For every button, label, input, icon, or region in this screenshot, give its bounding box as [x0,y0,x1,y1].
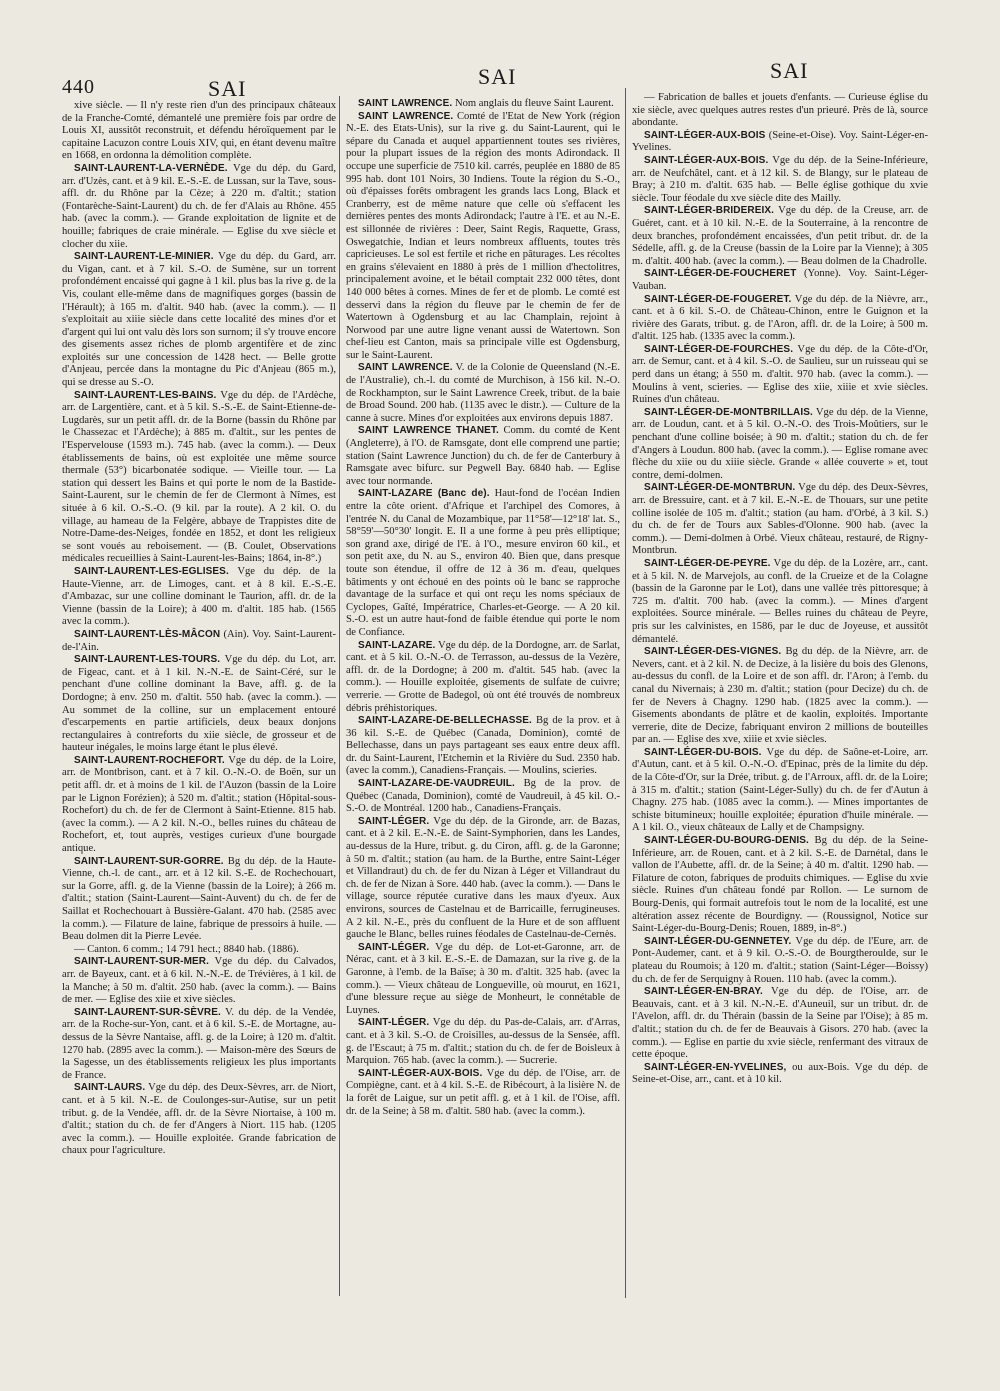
dictionary-entry [346,942,620,1018]
page-number: 440 [62,76,95,98]
entry-text: Vge du dép. des Deux-Sèvres, arr. de Bressuire, cant. et à 7 kil. E.-N.-E. de Thouars, sur une petite colline isolée de 105 m. d'altit.; station (au ham. d'Orbé, à 3 kil. S.) du ch. de fer de Tours aux Sables-d'Olonne. 900 hab. (avec la comm.). — Demi-dolmen à Orbé. Vieux château, restauré, de Rigny-Montbrun. [632,482,928,557]
entry-headword: SAINT-LÉGER. [358,941,430,953]
running-head-right: SAI [770,58,809,83]
dictionary-entry [632,747,928,835]
entry-text: Haut-fond de l'océan Indien entre la côte orient. d'Afrique et l'archipel des Comores, à l'entrée N. du Canal de Mozambique, par 11°58'—12°18' lat. S., 58°59'—50°30' longit. E. Il a une forme à peu près elliptique; son grand axe, dirigé de l'E. à l'O., mesure environ 60 kil., et son petit axe, du N. au S., environ 40. Bien que, dans presque toute son étendue, il offre de 12 à 36 m. d'eau, quelques bâtiments y ont échoué en des points où le banc se rapproche davantage de la surface et qui ont reçu les noms spéciaux de Cyclopes, Gaîté, Impératrice, Charles-et-George. — A 20 kil. S.-O. est un autre haut-fond de faible étendue qui porte le nom de Confiance. [346,488,620,638]
entry-text: Vge du dép. de la Creuse, arr. de Guéret, cant. et à 10 kil. N.-E. de la Souterraine, à la rencontre de deux branches, profondément encaissées, d'un petit tribut. dr. de la Sédelle, affl. g. de la Creuse (bassin de la Loire par la Vienne); à 305 m. d'altit. 400 hab. (avec la comm.). — Beau dolmen de la Chadrolle. [632,205,928,267]
entry-headword: SAINT-LÉGER-DES-VIGNES. [644,646,782,658]
dictionary-entry [62,1082,336,1158]
entry-headword: SAINT-LÉGER-AUX-BOIS. [358,1067,483,1079]
dictionary-entry [632,344,928,407]
entry-headword: SAINT-LAZARE. [358,639,436,651]
dictionary-entry [632,936,928,986]
dictionary-entry [632,558,928,646]
entry-text: Vge du dép. du Gard, arr. d'Uzès, cant. et à 9 kil. E.-S.-E. de Lussan, sur la Tave, sous-affl. dr. du Rhône par la Cèze; à 220 m. d'altit.; station (Fontarèche-Saint-Laurent) du ch. de fer d'Alais au Rhône. 455 hab. (avec la comm.). — Grande exploitation de lignite et de houille; fabriques de craie minérale. — Eglise du xve siècle et clocher du xiie. [62,162,336,250]
entry-text: Vge du dép. de la Dordogne, arr. de Sarlat, cant. et à 5 kil. O.-N.-O. de Terrasson, au-dessus de la Vezère, affl. dr. de la Dordogne; à 200 m. d'altit. 545 hab. (avec la comm.). — Houille exploitée, gisements de sulfate de cuivre; verrerie. — Grotte de Badegol, où ont été trouvés de nombreux débris préhistoriques. [346,639,620,714]
dictionary-entry [632,835,928,936]
entry-headword: SAINT-LÉGER-DE-MONTBRUN. [644,482,796,494]
entry-text: (Ain). Voy. Saint-Laurent-de-l'Ain. [62,628,336,653]
dictionary-entry [632,482,928,558]
dictionary-entry [346,362,620,425]
dictionary-entry [62,629,336,654]
entry-headword: SAINT LAWRENCE THANET. [358,425,499,437]
entry-text: Vge du dép. de la Nièvre, arr., cant. et à 6 kil. S.-O. de Château-Chinon, entre le Guignon et la rivière des Garats, tribut. g. de l'Aron, affl. dr. de la Loire; à 500 m. d'altit. 125 hab. (1335 avec la comm.). [632,293,928,343]
entry-headword: SAINT-LAURENT-SUR-MER. [74,956,209,968]
entry-headword: SAINT-LAURENT-SUR-SÈVRE. [74,1006,221,1018]
dictionary-entry [346,98,620,111]
dictionary-entry [346,816,620,942]
entry-headword: SAINT-LAZARE-DE-BELLECHASSE. [358,715,532,727]
entry-headword: SAINT-LÉGER-DE-FOUGERET. [644,293,792,305]
entry-text: Bg de la prov. et à 36 kil. S.-E. de Québec (Canada, Dominion), comté de Bellechasse, dans un pays partageant ses eaux entre deux affl. dr. du Saint-Laurent, l'Etchemin et la Rivière du Sud. 2350 hab. (avec la comm.), Canadiens-Français. — Moulins, scieries. [346,715,620,777]
dictionary-entry [632,407,928,483]
entry-text: (Yonne). Voy. Saint-Léger-Vauban. [632,268,928,292]
dictionary-entry [62,755,336,856]
dictionary-entry [62,944,336,957]
entry-text: Vge du dép. de la Loire, arr. de Montbrison, cant. et à 7 kil. O.-N.-O. de Boën, sur un petit affl. dr. et à moins de 1 kil. de l'Auzon (bassin de la Loire par le Lignon Forézien); à 520 m. d'altit.; station (Hôpital-sous-Rochefort) du ch. de fer de Clermont à Saint-Etienne. 815 hab. (avec la comm.). — A 2 kil. N.-O., belles ruines du château de Rochefort, et, tout auprès, vestiges curieux d'une bourgade antique. [62,754,336,855]
entry-text: Vge du dép. de l'Eure, arr. de Pont-Audemer, cant. et à 9 kil. O.-S.-O. de Bourgtheroulde, sur le plateau du Roumois; à 120 m. d'altit.; station (Saint-Léger—Boissy) du ch. de fer de Serquigny à Rouen. 110 hab. (avec la comm.). [632,935,928,985]
entry-headword: SAINT-LÉGER-DE-FOURCHES. [644,343,794,355]
entry-text: Vge du dép. du Calvados, arr. de Bayeux, cant. et à 6 kil. N.-N.-E. de Trévières, à 1 kil. de la Manche; à 50 m. d'altit. 250 hab. (avec la comm.). — Bains de mer. — Eglise des xiie et xive siècles. [62,956,336,1006]
dictionary-entry [346,715,620,778]
entry-text: Vge du dép. de la Seine-Inférieure, arr. de Neufchâtel, cant. et à 12 kil. S. de Blangy, sur le plateau de Bray; à 210 m. d'altit. 635 hab. — Belle église gothique du xvie siècle. Tour féodale du xve siècle dite des Mailly. [632,154,928,204]
dictionary-entry [62,856,336,944]
entry-text: Vge du dép. de l'Oise, arr. de Compiègne, cant. et à 4 kil. S.-E. de Ribécourt, à la lisière N. de la forêt de Laigue, sur un petit affl. g. et à 1 kil. de l'Oise, affl. dr. de la Seine; à 58 m. d'altit. 580 hab. (avec la comm.). [346,1067,620,1117]
entry-headword: SAINT-LÉGER-DE-MONTBRILLAIS. [644,406,813,418]
dictionary-entry [346,1068,620,1118]
entry-text: Comm. du comté de Kent (Angleterre), à l'O. de Ramsgate, dont elle comprend une partie; station (Saint Lawrence Junction) du ch. de fer de Canterbury à Ramsgate avec bifurc. sur Pegwell Bay. 6840 hab. — Eglise avec tour normande. [346,425,621,487]
dictionary-entry [346,778,620,816]
entry-headword: SAINT-LAURENT-LES-BAINS. [74,389,217,401]
column-divider [339,96,340,1296]
dictionary-entry [62,100,336,163]
entry-text: Bg du dép. de la Haute-Vienne, ch.-l. de cant., arr. et à 12 kil. S.-E. de Rochechouart, sur la Gorre, affl. g. de la Vienne (bassin de la Loire); à 266 m. d'altit.; station (Saint-Laurent—Saint-Auvent) du ch. de fer de Saillat et Rochechouart à Bussière-Galant. 470 hab. (2585 avec la comm.). — Filature de laine, fabrique de pressoirs à huile. — Beau dolmen dit la Pierre Levée. [62,855,336,943]
entry-text: Vge du dép. de Lot-et-Garonne, arr. de Nérac, cant. et à 3 kil. E.-S.-E. de Damazan, sur la rive g. de la Garonne, à l'emb. de la Baïse; à 30 m. d'altit. 325 hab. (avec la comm.). — Vieux château de Longueville, où mourut, en 1621, d'une blessure reçue au siège de Monheurt, le connétable de Luynes. [346,941,620,1016]
column-2 [346,98,620,1118]
entry-headword: SAINT-LAZARE (Banc de). [358,488,490,500]
entry-text: Vge du dép. de la Haute-Vienne, arr. de Limoges, cant. et à 8 kil. E.-S.-E. d'Ambazac, sur une colline dominant le Taurion, affl. dr. de la Vienne (bassin de la Loire); à 400 m. d'altit. 185 hab. (1565 avec la comm.). [62,565,336,628]
entry-text: Vge du dép. de l'Ardèche, arr. de Largentière, cant. et à 5 kil. S.-S.-E. de Saint-Etienne-de-Lugdarès, sur un petit affl. dr. de la Borne (bassin du Rhône par le Chassezac et l'Ardèche); à 885 m. d'altit., sur les pentes de l'Espervelouse (1593 m.). 745 hab. (avec la comm.). — Deux établissements de bains, où est exploitée une même source thermale (53°) bicarbonatée sodique. — Vieille tour. — La station qui dessert les Bains et qui porte le nom de la Bastide-Saint-Laurent, sur le chemin de fer de Clermont à Nîmes, est située à 6 kil. O.-S.-O. (9 kil. par la route). A 2 kil. O. du village, au hameau de la Felgère, abbaye de Trappistes dite de Notre-Dame-des-Neiges, fondée en 1852, et dont les religieux se sont voués au reboisement. — (B. Coulet, Observations médicales recueillies à Saint-Laurent-les-Bains; 1864, in-8°.) [62,389,336,565]
dictionary-entry [632,646,928,747]
dictionary-entry [346,1017,620,1067]
entry-headword: SAINT-LAZARE-DE-VAUDREUIL. [358,778,515,790]
entry-text: Vge du dép. de Saône-et-Loire, arr. d'Autun, cant. et à 5 kil. O.-N.-O. d'Epinac, près de la limite du dép. de la Côte-d'Or, sur la Drée, tribut. g. de l'Arroux, affl. dr. de la Loire; à 315 m. d'altit.; station (Saint-Léger-Sully) du ch. de fer d'Autun à Chagny. 275 hab. (1085 avec la comm.). — Mines importantes de schiste bitumineux; houille exploitée; épuration d'huile minérale. — A 1 kil. O., vieux châteaux de Lally et de Champsigny. [632,746,928,834]
dictionary-entry [632,130,928,155]
entry-text: — Canton. 6 comm.; 14 791 hect.; 8840 hab. (1886). [74,943,299,955]
dictionary-entry [632,155,928,205]
dictionary-entry [346,111,620,363]
running-head-center: SAI [478,64,517,89]
entry-headword: SAINT-LÉGER-EN-YVELINES, [644,1061,787,1073]
entry-text: Vge du dép. des Deux-Sèvres, arr. de Niort, cant. et à 5 kil. N.-E. de Coulonges-sur-Autise, sur un petit tribut. g. de la Vendée, affl. dr. de la Sèvre Niortaise, à 100 m. d'altit.; station du ch. de fer d'Angers à Niort. 115 hab. (1205 avec la comm.). — Houille exploitée. Grande fabrication de chaux pour l'agriculture. [62,1082,336,1157]
entry-headword: SAINT-LÉGER-AUX-BOIS. [644,154,769,166]
column-divider [625,88,626,1298]
entry-text: Comté de l'Etat de New York (région N.-E. des Etats-Unis), sur la rive g. du Saint-Laurent, qui le sépare du Canada et auquel appartiennent toutes ses rivières, pour la plupart issues de la région des monts Adirondack. Il occupe une superficie de 7510 kil. carrés, peuplée en 1880 de 85 995 hab. dont 101 Noirs, 30 Indiens. Toute la région du S.-O., où d'épaisses forêts ombragent les grands lacs Long, Black et Cranberry, est de même nature que celle où s'effacent les dernières pentes des monts Adirondack; l'autre à l'E. et au N.-E. est sillonnée de rivières : Deer, Saint Regis, Raquette, Grass, Oswegatchie, Indian et leurs nombreux affluents, toutes très capricieuses. Le sol est fertile et riche en pâturages. Les récoltes en grains s'élevaient en 1880 à près de 1 million d'hectolitres, principalement avoine, et le bétail comptait 232 000 têtes, dont 140 000 bêtes à cornes. Mines de fer et de plomb. Le comté est desservi dans la région du fleuve par le chemin de fer de Watertown à Ogdensburg et au lac Champlain, rejoint à Norwood par une autre ligne venant aussi de Watertown. Son chef-lieu est Canton, mais sa principale ville est Ogdensburg, sur le Saint-Laurent. [346,110,620,361]
dictionary-entry [62,654,336,755]
entry-text: Vge du dép. du Pas-de-Calais, arr. d'Arras, cant. et à 3 kil. S.-O. de Croisilles, au-dessus de la Sensée, affl. g. de l'Escaut; à 75 m. d'altit.; station du ch. de fer de Boisleux à Marquion. 765 hab. (avec la comm.). — Sucrerie. [346,1017,620,1067]
entry-headword: SAINT-LAURENT-SUR-GORRE. [74,855,224,867]
dictionary-entry [62,956,336,1006]
entry-headword: SAINT-LÉGER-DE-PEYRE. [644,557,771,569]
entry-headword: SAINT LAWRENCE. [358,98,453,109]
dictionary-entry [632,1062,928,1087]
entry-text: Vge du dép. de la Lozère, arr., cant. et à 5 kil. N. de Marvejols, au confl. de la Crueize et de la Colagne (bassin de la Garonne par le Lot), dans une vallée très pittoresque; à 725 m. d'altit. 700 hab. (avec la comm.). — Mines d'argent exploitées. Source minérale. — Belles ruines du château de Peyre, pris sur les calvinistes, en 1586, par le duc de Joyeuse, et aussitôt démantelé. [632,557,928,645]
entry-text: Bg de la prov. de Québec (Canada, Dominion), comté de Vaudreuil, à 45 kil. O.-S.-O. de Montréal. 1200 hab., Canadiens-Français. [346,778,620,815]
entry-text: Nom anglais du fleuve Saint Laurent. [454,98,614,109]
entry-headword: SAINT-LÉGER-EN-BRAY. [644,986,763,998]
column-1 [62,100,336,1158]
entry-headword: SAINT-LAURENT-ROCHEFORT. [74,754,225,766]
dictionary-entry [62,1007,336,1083]
dictionary-entry [632,294,928,344]
entry-headword: SAINT-LAURENT-LE-MINIER. [74,251,214,263]
entry-headword: SAINT LAWRENCE. [358,362,453,374]
entry-headword: SAINT-LAURENT-LA-VERNÈDE. [74,162,228,174]
entry-headword: SAINT-LAURENT-LES-TOURS. [74,654,221,666]
dictionary-entry [632,986,928,1062]
entry-headword: SAINT-LÉGER-DU-BOURG-DENIS. [644,835,809,847]
entry-headword: SAINT-LAURENT-LÈS-MÂCON [74,628,221,640]
entry-headword: SAINT-LÉGER-BRIDEREIX. [644,205,774,217]
entry-text: Vge du dép. de l'Oise, arr. de Beauvais, cant. et à 3 kil. N.-N.-E. d'Auneuil, sur un tribut. dr. de l'Avelon, affl. dr. du Thérain (bassin de la Seine par l'Oise); à 85 m. d'altit.; station du ch. de fer de Beauvais à Gisors. 270 hab. (avec la comm.). — Eglise en partie du xvie siècle, renfermant des vitraux de cette époque. [632,986,928,1061]
entry-text: Vge du dép. du Lot, arr. de Figeac, cant. et à 1 kil. N.-N.-E. de Saint-Céré, sur le penchant d'une colline dominant la Bave, affl. g. de la Dordogne; à env. 250 m. d'altit. 550 hab. (avec la comm.). — Au sommet de la colline, sur un emplacement entouré d'escarpements en partie artificiels, deux beaux donjons rectangulaires à contreforts du xiie siècle, de grosseur et de hauteur inégales, le moins large étant le plus élevé. [62,654,336,754]
entry-text: Bg du dép. de la Seine-Inférieure, arr. de Rouen, cant. et à 2 kil. S.-E. de Darnétal, dans le vallon de l'Aubette, affl. dr. de la Seine; à 40 m. d'altit. 1290 hab. — Filature de coton, fabriques de produits chimiques. — Eglise du xvie siècle. Ruines d'un château fondé par Rollon. — Le surnom de Bourg-Denis, qui formait autrefois tout le nom de la localité, est une altération assez récente de Bourdigny. — (Roussignol, Notice sur Saint-Léger-du-Bourg-Denis; Rouen, 1889, in-8°.) [632,835,928,935]
entry-headword: SAINT-LAURS. [74,1082,146,1094]
dictionary-entry [62,566,336,629]
entry-headword: SAINT-LÉGER. [358,1017,430,1029]
dictionary-entry [346,425,620,488]
dictionary-entry [62,390,336,566]
running-head-left: SAI [208,76,247,101]
dictionary-entry [346,488,620,639]
entry-headword: SAINT-LÉGER-AUX-BOIS [644,129,766,141]
entry-headword: SAINT LAWRENCE. [358,110,454,122]
entry-text: Bg du dép. de la Nièvre, arr. de Nevers, cant. et à 2 kil. N. de Decize, à la lisière du bois des Glenons, au-dessus du confl. de la Loire et de son affl. dr. l'Aron; à l'emb. du canal du Nivernais; à 230 m. d'altit.; station (pour Decize) du ch. de fer de Nevers à Chagny. 1290 hab. (1825 avec la comm.). — Gisements abondants de plâtre et de kaolin, exploités. Importante verrerie, dite de Decize, fabriquant environ 2 millions de bouteilles par an. — Eglise des xve, xiiie et xvie siècles. [632,646,928,746]
entry-headword: SAINT-LÉGER-DE-FOUCHERET [644,268,797,280]
entry-text: V. de la Colonie de Queensland (N.-E. de l'Australie), ch.-l. du comté de Murchison, à 156 kil. N.-O. de Rockhampton, sur le Saint Lawrence Creek, tribut. de la baie de Broad Sound. 200 hab. (1135 avec le distr.). — Culture de la canne à sucre. Mines d'or exploitées aux environs depuis 1887. [346,362,620,424]
entry-text: Vge du dép. de la Côte-d'Or, arr. de Semur, cant. et à 4 kil. S.-O. de Saulieu, sur un ruisseau qui se perd dans un étang; à 550 m. d'altit. 970 hab. (avec la comm.). — Moulins à vent, scieries. — Eglise des xiie, xiiie et xvie siècles. Ruines d'un château. [632,343,929,406]
entry-headword: SAINT-LÉGER-DU-GENNETEY. [644,935,792,947]
column-3 [632,92,928,1087]
entry-headword: SAINT-LÉGER. [358,815,430,827]
entry-text: V. du dép. de la Vendée, arr. de la Roche-sur-Yon, cant. et à 6 kil. S.-E. de Mortagne, au-dessus de la Sèvre Nantaise, affl. g. de la Loire; à 120 m. d'altit. 1270 hab. (2895 avec la comm.). — Maison-mère des Sœurs de la Sagesse, un des établissements religieux les plus importants de France. [62,1006,336,1081]
entry-text: ou aux-Bois. Vge du dép. de Seine-et-Oise, arr., cant. et à 10 kil. [632,1061,928,1086]
dictionary-entry [632,268,928,293]
dictionary-entry [346,640,620,716]
dictionary-entry [62,251,336,390]
entry-headword: SAINT-LAURENT-LES-EGLISES. [74,565,229,577]
entry-text: xive siècle. — Il n'y reste rien d'un des principaux châteaux de la Franche-Comté, démantelé une première fois par ordre de Louis XI, aussitôt reconstruit, et défendu héroïquement par le capitaine Lacuzon contre Louis XIV, qui, en étant devenu maître en 1668, en ordonna la démolition complète. [62,100,336,162]
entry-text: Vge du dép. du Gard, arr. du Vigan, cant. et à 7 kil. S.-O. de Sumène, sur un torrent profondément encaissé qui gagne à 1 kil. plus bas la rive g. de la Vis, coulant elle-même dans de magnifiques gorges (bassin de l'Hérault); à 165 m. d'altit. 940 hab. (avec la comm.). — Il s'exploitait au xiiie siècle dans cette localité des mines d'or et d'argent qui lui ont valu dès lors son surnom; il s'y trouve encore des gisements assez riches de plomb argentifère et de zinc exploités sur une concession de 1428 hect. — Belle grotte d'Anjeau, percée dans la montagne du Pic d'Anjeau (865 m.), qui se dresse au S.-O. [62,251,336,389]
dictionary-entry [632,205,928,268]
dictionary-entry [632,92,928,130]
entry-headword: SAINT-LÉGER-DU-BOIS. [644,746,762,758]
entry-text: Vge du dép. de la Gironde, arr. de Bazas, cant. et à 2 kil. E.-N.-E. de Saint-Symphorien, dans les Landes, au-dessus de la Hure, tribut. g. du Ciron, affl. g. de la Garonne; à 50 m. d'altit.; station (au ham. de la Burthe, entre Saint-Léger et Villandraut) du ch. de fer du Nizan à Léger et Villandraut du ch. de fer de Nizan à Sore. 440 hab. (avec la comm.). — Dans le village, source réputée curative dans les maux d'yeux. Aux environs, sources de Castelnau et de Barricaille, ferrugineuses. A 2 kil. N.-E., près du confluent de la Hure et de son affluent gauche le Blanc, belles ruines féodales de Castelnau-de-Cernès. [346,815,620,941]
entry-text: (Seine-et-Oise). Voy. Saint-Léger-en-Yvelines. [632,129,928,154]
entry-text: Vge du dép. de la Vienne, arr. de Loudun, cant. et à 5 kil. O.-N.-O. des Trois-Moûtiers, sur le penchant d'une colline boisée; à 90 m. d'altit.; station du ch. de fer d'Angers à Loudun. 800 hab. (avec la comm.). — Eglise romane avec flèche du xiie ou du xiiie siècle. Grande « allée couverte » et, tout contre, demi-dolmen. [632,406,928,481]
entry-text: — Fabrication de balles et jouets d'enfants. — Curieuse église du xie siècle, avec quelques autres restes d'un prieuré. Près de là, source abondante. [632,92,928,129]
dictionary-entry [62,163,336,251]
